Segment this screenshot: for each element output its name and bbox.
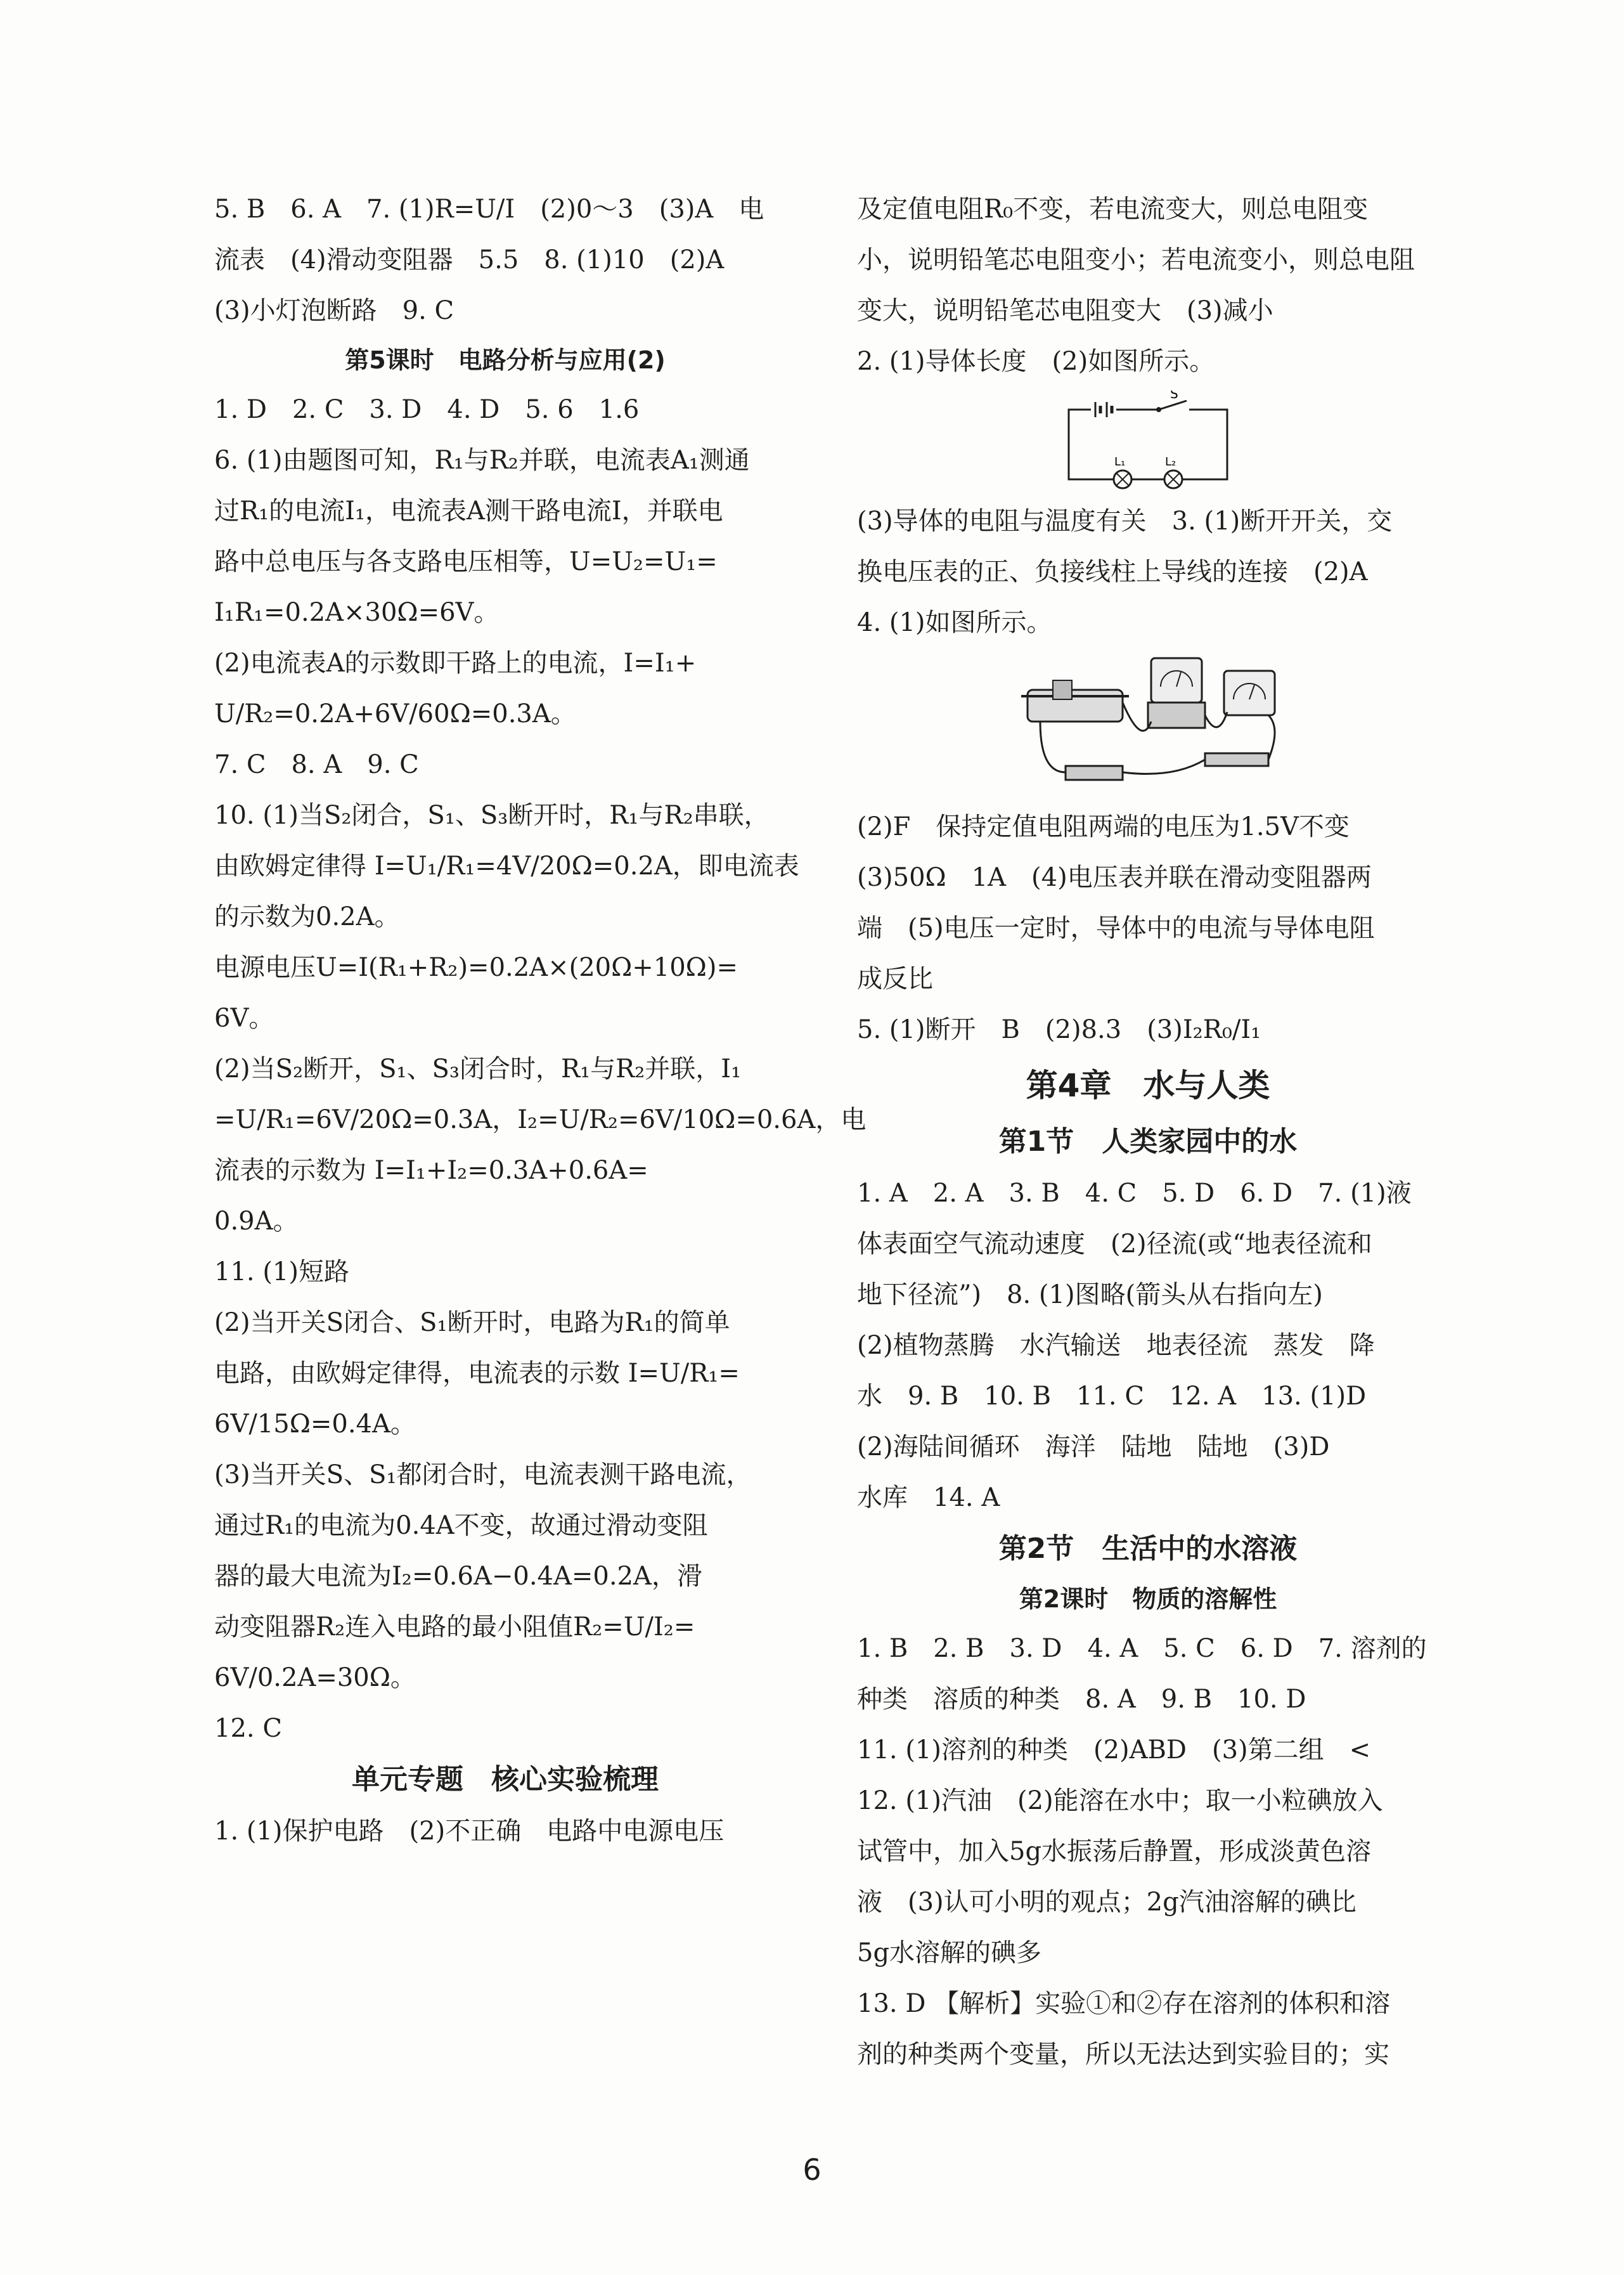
answer-line: (2)F 保持定值电阻两端的电压为1.5V不变 <box>857 812 1350 841</box>
answer-line: (2)海陆间循环 海洋 陆地 陆地 (3)D <box>857 1432 1330 1462</box>
answer-line: 12. (1)汽油 (2)能溶在水中；取一小粒碘放入 <box>857 1786 1383 1815</box>
answer-line: 试管中，加入5g水振荡后静置，形成淡黄色溶 <box>857 1837 1372 1866</box>
answer-line: (3)导体的电阻与温度有关 3. (1)断开开关，交 <box>857 507 1393 536</box>
answer-line: 地下径流”) 8. (1)图略(箭头从右指向左) <box>857 1280 1323 1309</box>
answer-line: (2)电流表A的示数即干路上的电流，I=I₁+ <box>214 649 697 678</box>
section-heading: 第1节 人类家园中的水 <box>998 1125 1298 1158</box>
answer-line: =U/R₁=6V/20Ω=0.3A，I₂=U/R₂=6V/10Ω=0.6A，电 <box>214 1105 867 1134</box>
answer-line: 5g水溶解的碘多 <box>857 1938 1042 1967</box>
answer-line: U/R₂=0.2A+6V/60Ω=0.3A。 <box>214 699 576 729</box>
answer-line: 小，说明铅笔芯电阻变小；若电流变小，则总电阻 <box>857 245 1415 275</box>
answer-line: 及定值电阻R₀不变，若电流变大，则总电阻变 <box>857 195 1369 224</box>
section-heading: 第2课时 物质的溶解性 <box>1019 1585 1277 1613</box>
answer-line: 10. (1)当S₂闭合，S₁、S₃断开时，R₁与R₂串联， <box>214 801 770 830</box>
answer-line: I₁R₁=0.2A×30Ω=6V。 <box>214 598 499 627</box>
answer-line: (3)当开关S、S₁都闭合时，电流表测干路电流， <box>214 1460 752 1489</box>
answer-line: 端 (5)电压一定时，导体中的电流与导体电阻 <box>857 914 1375 943</box>
answer-line: 11. (1)溶剂的种类 (2)ABD (3)第二组 < <box>857 1735 1371 1765</box>
answer-line: 6. (1)由题图可知，R₁与R₂并联，电流表A₁测通 <box>214 446 750 475</box>
answer-line: 换电压表的正、负接线柱上导线的连接 (2)A <box>857 557 1368 587</box>
answer-line: 13. D 【解析】实验①和②存在溶剂的体积和溶 <box>857 1989 1391 2018</box>
circuit-diagram-figure <box>857 391 1439 492</box>
right-column <box>857 184 1439 2080</box>
answer-line: 12. C <box>214 1714 282 1743</box>
answer-line: 1. A 2. A 3. B 4. C 5. D 6. D 7. (1)液 <box>857 1179 1412 1208</box>
experiment-apparatus-figure <box>857 652 1439 798</box>
answer-line: 动变阻器R₂连入电路的最小阻值R₂=U/I₂= <box>214 1612 695 1642</box>
section-heading: 第2节 生活中的水溶液 <box>998 1533 1298 1565</box>
answer-line: 1. (1)保护电路 (2)不正确 电路中电源电压 <box>214 1817 725 1846</box>
answer-line: (2)当S₂断开，S₁、S₃闭合时，R₁与R₂并联，I₁ <box>214 1054 742 1084</box>
answer-line: (3)50Ω 1A (4)电压表并联在滑动变阻器两 <box>857 863 1372 892</box>
answer-line: 液 (3)认可小明的观点；2g汽油溶解的碘比 <box>857 1888 1357 1917</box>
answer-line: 路中总电压与各支路电压相等，U=U₂=U₁= <box>214 547 718 576</box>
answer-line: 6V/0.2A=30Ω。 <box>214 1663 416 1692</box>
answer-line: 2. (1)导体长度 (2)如图所示。 <box>857 347 1215 376</box>
answer-line: 5. B 6. A 7. (1)R=U/I (2)0～3 (3)A 电 <box>214 195 764 224</box>
answer-line: 过R₁的电流I₁，电流表A测干路电流I，并联电 <box>214 496 723 526</box>
answer-line: 电路，由欧姆定律得，电流表的示数 I=U/R₁= <box>214 1359 740 1388</box>
answer-line: 6V/15Ω=0.4A。 <box>214 1410 416 1439</box>
answer-line: 1. D 2. C 3. D 4. D 5. 6 1.6 <box>214 395 640 424</box>
answer-line: 通过R₁的电流为0.4A不变，故通过滑动变阻 <box>214 1511 708 1540</box>
section-heading: 单元专题 核心实验梳理 <box>352 1763 659 1796</box>
answer-line: 流表的示数为 I=I₁+I₂=0.3A+0.6A= <box>214 1156 648 1185</box>
answer-line: 流表 (4)滑动变阻器 5.5 8. (1)10 (2)A <box>214 245 725 275</box>
left-column <box>214 184 867 1857</box>
answer-line: 变大，说明铅笔芯电阻变大 (3)减小 <box>857 296 1273 325</box>
answer-line: 5. (1)断开 B (2)8.3 (3)I₂R₀/I₁ <box>857 1015 1261 1044</box>
answer-line: 4. (1)如图所示。 <box>857 608 1052 637</box>
page-number: 6 <box>802 2153 822 2187</box>
answer-line: 由欧姆定律得 I=U₁/R₁=4V/20Ω=0.2A，即电流表 <box>214 852 799 881</box>
answer-line: 器的最大电流为I₂=0.6A−0.4A=0.2A，滑 <box>214 1562 702 1591</box>
answer-line: 成反比 <box>857 964 933 994</box>
answer-line: (3)小灯泡断路 9. C <box>214 296 454 325</box>
answer-line: 1. B 2. B 3. D 4. A 5. C 6. D 7. 溶剂的 <box>857 1634 1427 1663</box>
answer-line: 电源电压U=I(R₁+R₂)=0.2A×(20Ω+10Ω)= <box>214 953 738 982</box>
answer-line: (2)当开关S闭合、S₁断开时，电路为R₁的简单 <box>214 1308 730 1337</box>
answer-line: 的示数为0.2A。 <box>214 902 400 931</box>
answer-line: 0.9A。 <box>214 1207 299 1236</box>
section-heading: 第4章 水与人类 <box>1026 1067 1270 1104</box>
answer-line: 种类 溶质的种类 8. A 9. B 10. D <box>857 1685 1306 1714</box>
answer-line: 6V。 <box>214 1004 274 1033</box>
answer-line: (2)植物蒸腾 水汽输送 地表径流 蒸发 降 <box>857 1331 1375 1360</box>
answer-line: 11. (1)短路 <box>214 1257 349 1287</box>
answer-line: 水库 14. A <box>857 1483 1000 1512</box>
answer-line: 剂的种类两个变量，所以无法达到实验目的；实 <box>857 2040 1389 2069</box>
answer-line: 7. C 8. A 9. C <box>214 750 419 779</box>
answer-line: 水 9. B 10. B 11. C 12. A 13. (1)D <box>857 1382 1367 1411</box>
section-heading: 第5课时 电路分析与应用(2) <box>345 346 666 374</box>
answer-line: 体表面空气流动速度 (2)径流(或“地表径流和 <box>857 1229 1372 1259</box>
